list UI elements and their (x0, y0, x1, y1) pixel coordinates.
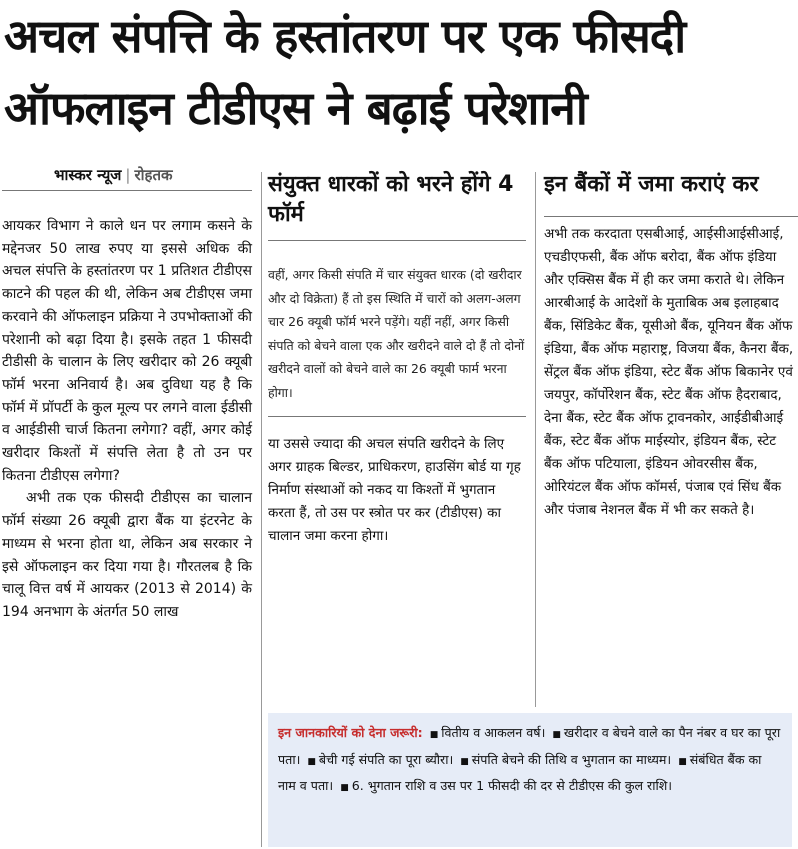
column-divider-2 (535, 172, 536, 707)
banks-body (544, 223, 798, 522)
required-info-item-3: बेची गई संपति का पूरा ब्यौरा। (318, 751, 454, 767)
continuation-body (268, 433, 526, 548)
byline-city: रोहतक (134, 166, 173, 184)
byline-separator: | (125, 166, 131, 184)
bullet-icon: ■ (340, 783, 349, 794)
required-info-item-6: 6. भुगतान राशि व उस पर 1 फीसदी की दर से टीडीएस की कुल राशि। (351, 778, 673, 794)
bullet-icon: ■ (307, 756, 316, 767)
bullet-icon: ■ (460, 756, 469, 767)
required-info-item-4: संपति बेचने की तिथि व भुगतान का माध्यम। (471, 751, 672, 767)
headline-line-2: ऑफलाइन टीडीएस ने बढ़ाई परेशानी (4, 81, 587, 135)
main-paragraph-2: अभी तक एक फीसदी टीडीएस का चालान फॉर्म संख्या 26 क्यूबी द्वारा बैंक या इंटरनेट के माध्यम से भरना होता था, लेकिन अब सरकार ने इसे ऑफलाइन कर दिया गया है। गौरतलब है कि चालू वित्त वर्ष में आयकर (2013 से 2014) के 194 अनभाग के अंतर्गत 50 लाख (2, 490, 252, 620)
main-article-body (2, 215, 252, 624)
required-info-label: इन जानकारियों को देना जरूरी: (278, 725, 423, 740)
required-info-item-1: वितीय व आकलन वर्ष। (441, 725, 546, 740)
headline-line-1: अचल संपत्ति के हस्तांतरण पर एक फीसदी (4, 9, 686, 63)
joint-holders-heading-rule (268, 240, 526, 241)
main-paragraph-1: आयकर विभाग ने काले धन पर लगाम कसने के मद्देनजर 50 लाख रुपए या इससे अधिक की अचल संपत्ति के हस्तांतरण पर 1 प्रतिशत टीडीएस काटने की पहल की थी, लेकिन अब टीडीएस जमा करवाने की ऑफलाइन प्रक्रिया ने उपभोक्ताओं की परेशानी को बढ़ा दिया है। इसके तहत 1 फीसदी टीडीसी के चालान के लिए खरीदार को 26 क्यूबी फॉर्म भरना अनिवार्य है। अब दुविधा यह है कि फॉर्म में प्रॉपर्टी के कुल मूल्य पर लगने वाला ईडीसी व आईडीसी चार्ज कितना लगेगा? वहीं, अगर कोई खरीदार किश्तों में संपत्ति लेता है तो उन पर कितना टीडीएस लगेगा? (2, 218, 252, 484)
required-info-item-5: संबंधित बैंक का नाम व पता। (278, 751, 762, 794)
joint-holders-paragraph-1: वहीं, अगर किसी संपति में चार संयुक्त धारक (दो खरीदार और दो विक्रेता) हैं तो इस स्थिति में चारों को अलग-अलग चार 26 क्यूबी फॉर्म भरने पड़ेंगे। यहीं नहीं, अगर किसी संपति को बेचने वाला एक और खरीदने वाले दो हैं तो दोनों खरीदने वालों को बेचने वाले का 26 क्यूबी फार्म भरना होगा। (268, 267, 525, 400)
column-joint-holders (268, 170, 526, 548)
joint-holders-heading: संयुक्त धारकों को भरने होंगे 4 फॉर्म (268, 172, 514, 227)
joint-holders-body (268, 263, 526, 404)
byline-source: भास्कर न्यूज (54, 166, 122, 184)
continuation-paragraph: या उससे ज्यादा की अचल संपति खरीदने के लिए अगर ग्राहक बिल्डर, प्राधिकरण, हाउसिंग बोर्ड या गृह निर्माण संस्थाओं को नकद या किश्तों में भुगतान करता हैं, तो उस पर स्त्रोत पर कर (टीडीएस) का चालान जमा करना होगा। (268, 436, 521, 544)
byline (2, 160, 252, 190)
joint-holders-mid-rule (268, 416, 526, 417)
required-info-box (268, 713, 792, 847)
bullet-icon: ■ (678, 756, 687, 767)
headline (4, 0, 794, 144)
byline-rule (2, 190, 252, 191)
bullet-icon: ■ (552, 730, 561, 740)
bullet-icon: ■ (429, 730, 439, 740)
banks-heading: इन बैंकों में जमा कराएं कर (544, 172, 759, 197)
column-divider-1 (261, 172, 262, 847)
banks-paragraph: अभी तक करदाता एसबीआई, आईसीआईसीआई, एचडीएफसी, बैंक ऑफ बरोदा, बैंक ऑफ इंडिया और एक्सिस बैंक में ही कर जमा कराते थे। लेकिन आरबीआई के आदेशों के मुताबिक अब इलाहबाद बैंक, सिंडिकेट बैंक, यूसीओ बैंक, यूनियन बैंक ऑफ इंडिया, बैंक ऑफ महाराष्ट्र, विजया बैंक, कैनरा बैंक, सेंट्रल बैंक ऑफ इंडिया, स्टेट बैंक ऑफ बिकानेर एवं जयपुर, कॉर्पोरेशन बैंक, स्टेट बैंक ऑफ हैदराबाद, देना बैंक, स्टेट बैंक ऑफ ट्रावनकोर, आईडीबीआई बैंक, स्टेट बैंक ऑफ माईस्योर, इंडियन बैंक, स्टेट बैंक ऑफ पटियाला, इंडियन ओवरसीस बैंक, ओरियंटल बैंक ऑफ कॉमर्स, पंजाब एवं सिंध बैंक और पंजाब नेशनल बैंक में भी कर सकते है। (544, 226, 794, 518)
required-info-item-2: खरीदार व बेचने वाले का पैन नंबर व घर का पूरा पता। (278, 725, 781, 767)
column-banks (544, 170, 798, 522)
column-main (2, 160, 252, 624)
banks-heading-rule (544, 216, 798, 217)
